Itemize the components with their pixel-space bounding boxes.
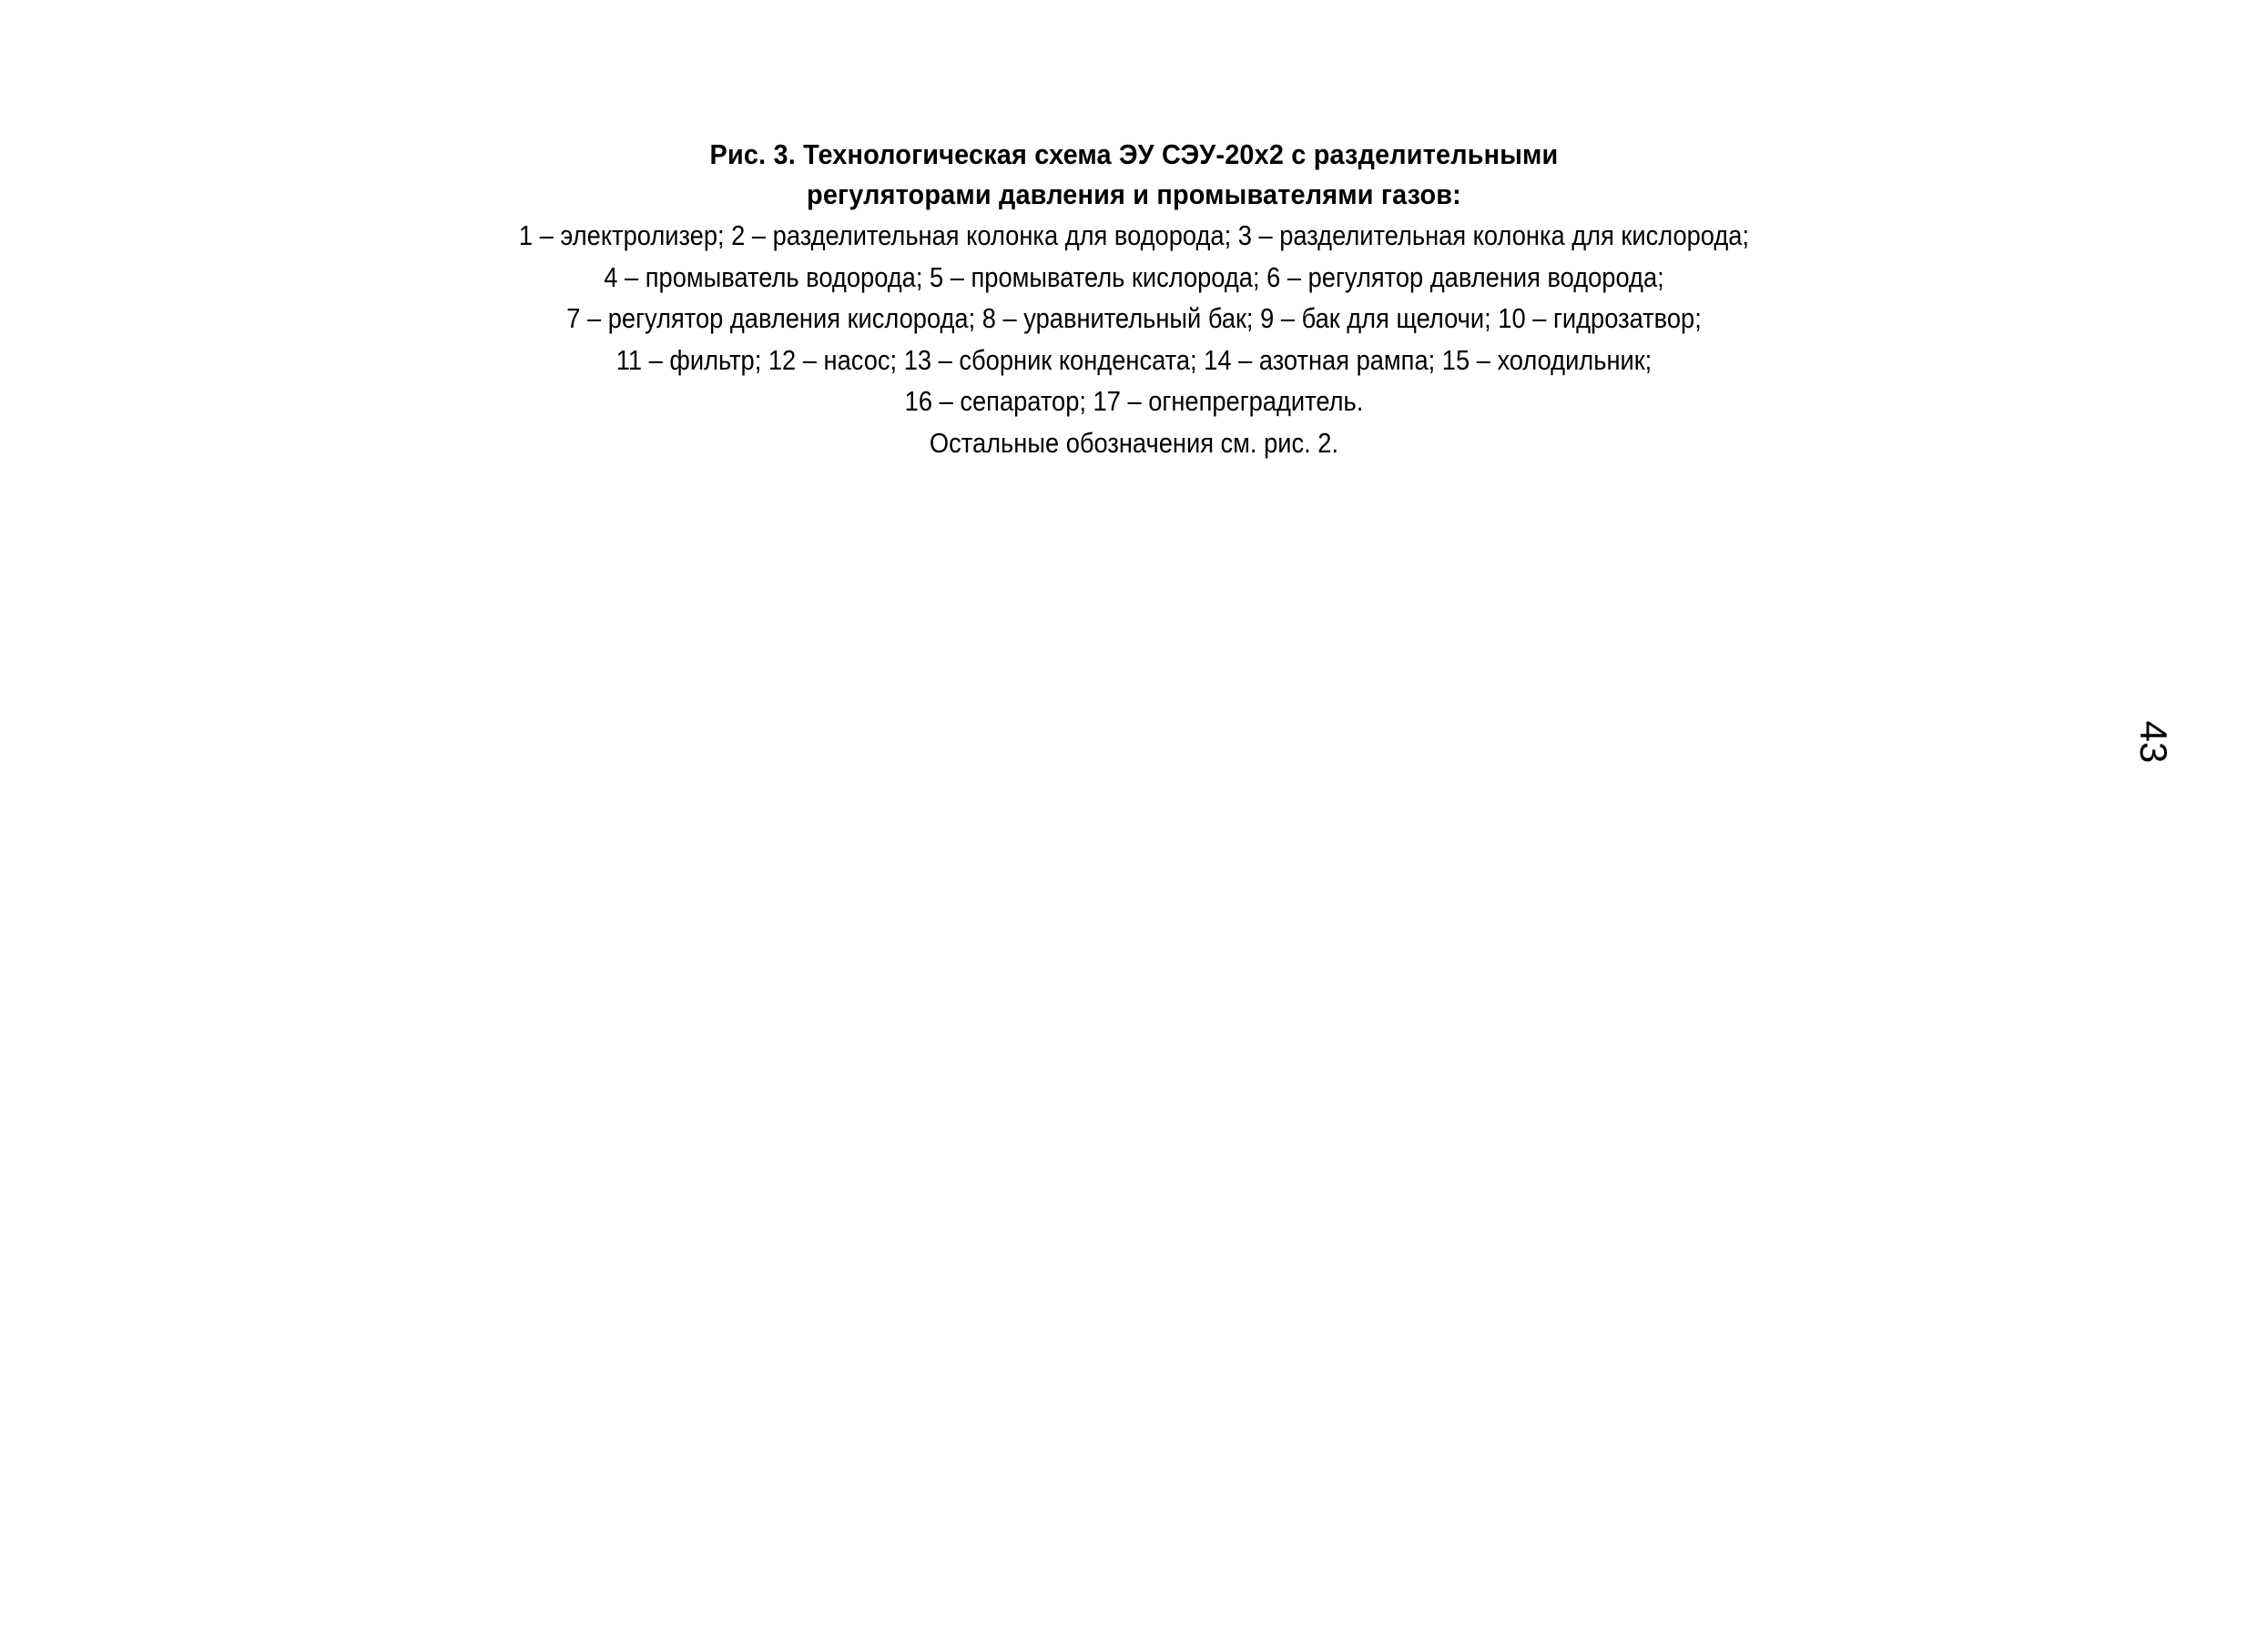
- legend-line: 4 – промыватель водорода; 5 – промыватель кислорода; 6 – регулятор давления водорода;: [604, 260, 1664, 293]
- legend-note: Остальные обозначения см. рис. 2.: [929, 426, 1339, 459]
- figure-legend: [136, 215, 2131, 463]
- legend-line: 1 – электролизер; 2 – разделительная колонка для водорода; 3 – разделительная колонка для кислорода;: [518, 219, 1750, 251]
- figure-title-line: Рис. 3. Технологическая схема ЭУ СЭУ-20х2 с разделительными: [709, 138, 1559, 170]
- figure-title-line: регуляторами давления и промывателями газов:: [807, 178, 1461, 210]
- legend-line: 16 – сепаратор; 17 – огнепреградитель.: [904, 385, 1364, 417]
- legend-line: 11 – фильтр; 12 – насос; 13 – сборник конденсата; 14 – азотная рампа; 15 – холодильник;: [615, 343, 1653, 376]
- figure-caption: [0, 135, 2268, 463]
- legend-line: 7 – регулятор давления кислорода; 8 – уравнительный бак; 9 – бак для щелочи; 10 – гидрозатвор;: [566, 302, 1702, 334]
- page-number: 43: [2132, 720, 2175, 764]
- figure-title: [79, 135, 2189, 215]
